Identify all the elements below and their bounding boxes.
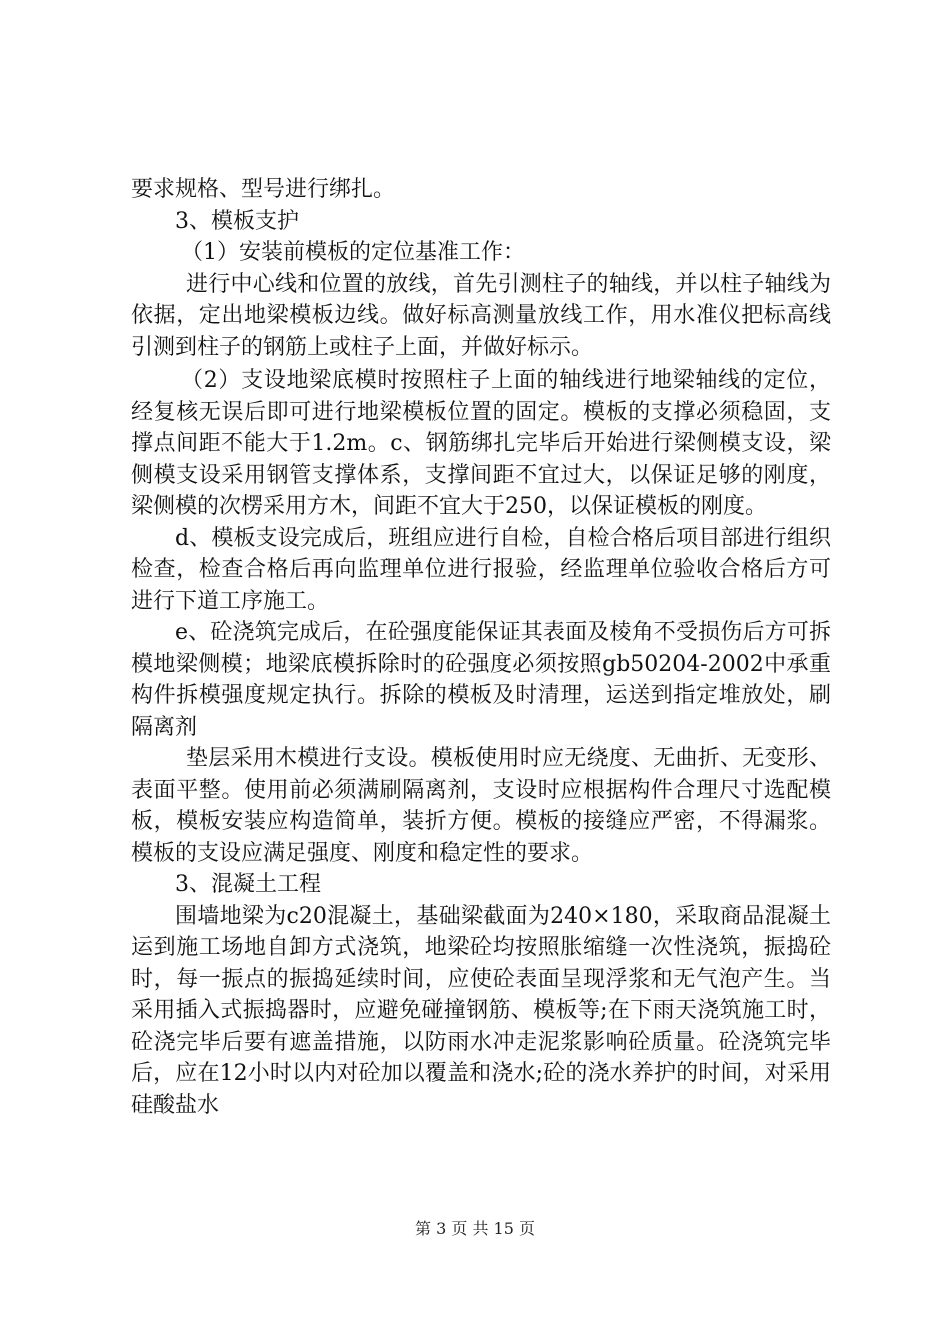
paragraph-centerline: 进行中心线和位置的放线，首先引测柱子的轴线，并以柱子轴线为依据，定出地梁模板边线。做好标高测量放线工作，用水准仪把标高线引测到柱子的钢筋上或柱子上面，并做好标示。: [131, 271, 831, 360]
paragraph-self-check: d、模板支设完成后，班组应进行自检，自检合格后项目部进行组织检查，检查合格后再向监理单位进行报验，经监理单位验收合格后方可进行下道工序施工。: [131, 525, 831, 614]
paragraph-form-removal: e、砼浇筑完成后，在砼强度能保证其表面及棱角不受损伤后方可拆模地梁侧模；地梁底模拆除时的砼强度必须按照gb50204-2002中承重构件拆模强度规定执行。拆除的模板及时清理，运送到指定堆放处，刷隔离剂: [131, 620, 831, 740]
section-heading-concrete: 3、混凝土工程: [175, 872, 321, 897]
paragraph-cushion-layer: 垫层采用木模进行支设。模板使用时应无绕度、无曲折、无变形、表面平整。使用前必须满刷隔离剂，支设时应根据构件合理尺寸选配模板，模板安装应构造简单，装折方便。模板的接缝应严密，不得漏浆。模板的支设应满足强度、刚度和稳定性的要求。: [131, 746, 831, 866]
paragraph-concrete: 围墙地梁为c20混凝土，基础梁截面为240×180，采取商品混凝土运到施工场地自卸方式浇筑，地梁砼均按照胀缩缝一次性浇筑，振捣砼时，每一振点的振捣延续时间，应使砼表面呈现浮浆和无气泡产生。当采用插入式振捣器时，应避免碰撞钢筋、模板等;在下雨天浇筑施工时，砼浇完毕后要有遮盖措施，以防雨水冲走泥浆影响砼质量。砼浇筑完毕后，应在12小时以内对砼加以覆盖和浇水;砼的浇水养护的时间，对采用硅酸盐水: [131, 903, 831, 1118]
document-body: [131, 174, 831, 1121]
paragraph-continuation: 要求规格、型号进行绑扎。: [131, 177, 396, 202]
subheading-positioning: （1）安装前模板的定位基准工作：: [181, 240, 525, 265]
section-heading-formwork: 3、模板支护: [175, 208, 299, 234]
page-number-footer: 第 3 页 共 15 页: [415, 1219, 535, 1238]
paragraph-bottom-form: （2）支设地梁底模时按照柱子上面的轴线进行地梁轴线的定位，经复核无误后即可进行地梁模板位置的固定。模板的支撑必须稳固，支撑点间距不能大于1.2m。c、钢筋绑扎完毕后开始进行梁侧模支设，梁侧模支设采用钢管支撑体系，支撑间距不宜过大，以保证足够的刚度，梁侧模的次楞采用方木，间距不宜大于250，以保证模板的刚度。: [131, 368, 831, 519]
